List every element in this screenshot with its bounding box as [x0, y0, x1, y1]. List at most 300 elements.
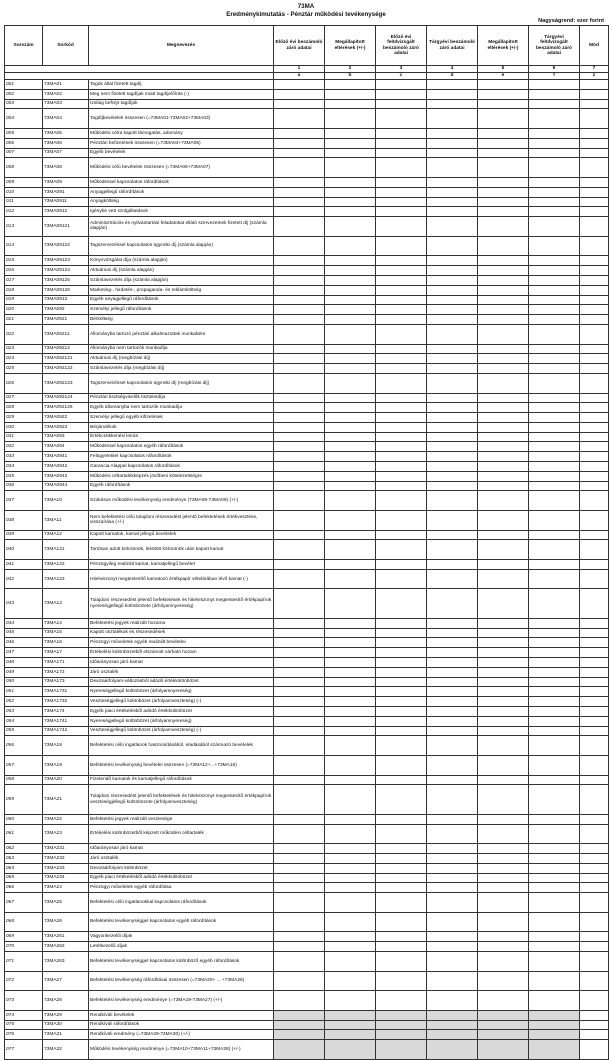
value-cell[interactable]	[325, 354, 376, 364]
value-cell[interactable]	[478, 236, 529, 256]
value-cell[interactable]	[274, 893, 325, 913]
value-cell[interactable]	[529, 638, 580, 648]
value-cell[interactable]	[529, 197, 580, 207]
value-cell[interactable]	[529, 422, 580, 432]
value-cell[interactable]	[478, 932, 529, 942]
value-cell[interactable]	[325, 775, 376, 785]
value-cell[interactable]	[529, 315, 580, 325]
value-cell[interactable]	[274, 158, 325, 178]
value-cell[interactable]	[580, 589, 609, 618]
value-cell[interactable]	[529, 932, 580, 942]
value-cell[interactable]	[274, 775, 325, 785]
value-cell[interactable]	[274, 197, 325, 207]
value-cell[interactable]	[478, 305, 529, 315]
value-cell[interactable]	[274, 687, 325, 697]
value-cell[interactable]	[427, 697, 478, 707]
value-cell[interactable]	[529, 687, 580, 697]
value-cell[interactable]	[529, 893, 580, 913]
value-cell[interactable]	[325, 560, 376, 570]
value-cell[interactable]	[529, 648, 580, 658]
value-cell[interactable]	[478, 207, 529, 217]
value-cell[interactable]	[580, 138, 609, 148]
value-cell[interactable]	[580, 697, 609, 707]
value-cell[interactable]	[427, 403, 478, 413]
value-cell[interactable]	[529, 471, 580, 481]
value-cell[interactable]	[274, 755, 325, 775]
value-cell[interactable]	[376, 1010, 427, 1020]
value-cell[interactable]	[274, 364, 325, 374]
value-cell[interactable]	[376, 295, 427, 305]
value-cell[interactable]	[580, 128, 609, 138]
value-cell[interactable]	[580, 716, 609, 726]
value-cell[interactable]	[376, 197, 427, 207]
value-cell[interactable]	[325, 462, 376, 472]
value-cell[interactable]	[478, 638, 529, 648]
value-cell[interactable]	[274, 373, 325, 393]
value-cell[interactable]	[478, 560, 529, 570]
value-cell[interactable]	[478, 295, 529, 305]
value-cell[interactable]	[376, 413, 427, 423]
value-cell[interactable]	[478, 403, 529, 413]
value-cell[interactable]	[325, 814, 376, 824]
value-cell[interactable]	[376, 324, 427, 344]
value-cell[interactable]	[529, 560, 580, 570]
value-cell[interactable]	[427, 315, 478, 325]
value-cell[interactable]	[529, 373, 580, 393]
value-cell[interactable]	[427, 413, 478, 423]
value-cell[interactable]	[325, 1010, 376, 1020]
value-cell[interactable]	[478, 530, 529, 540]
value-cell[interactable]	[580, 893, 609, 913]
value-cell[interactable]	[376, 687, 427, 697]
value-cell[interactable]	[529, 569, 580, 589]
value-cell[interactable]	[274, 628, 325, 638]
value-cell[interactable]	[427, 187, 478, 197]
value-cell[interactable]	[529, 667, 580, 677]
value-cell[interactable]	[427, 1010, 478, 1020]
value-cell[interactable]	[478, 677, 529, 687]
value-cell[interactable]	[478, 951, 529, 971]
value-cell[interactable]	[478, 462, 529, 472]
value-cell[interactable]	[478, 716, 529, 726]
value-cell[interactable]	[580, 177, 609, 187]
value-cell[interactable]	[427, 726, 478, 736]
value-cell[interactable]	[478, 148, 529, 158]
value-cell[interactable]	[376, 589, 427, 618]
value-cell[interactable]	[274, 275, 325, 285]
value-cell[interactable]	[580, 569, 609, 589]
value-cell[interactable]	[274, 393, 325, 403]
value-cell[interactable]	[478, 883, 529, 893]
value-cell[interactable]	[478, 736, 529, 756]
value-cell[interactable]	[376, 148, 427, 158]
value-cell[interactable]	[478, 540, 529, 560]
value-cell[interactable]	[376, 315, 427, 325]
value-cell[interactable]	[580, 462, 609, 472]
value-cell[interactable]	[274, 1010, 325, 1020]
value-cell[interactable]	[478, 971, 529, 991]
value-cell[interactable]	[427, 844, 478, 854]
value-cell[interactable]	[529, 138, 580, 148]
value-cell[interactable]	[529, 785, 580, 814]
value-cell[interactable]	[325, 667, 376, 677]
value-cell[interactable]	[529, 187, 580, 197]
value-cell[interactable]	[529, 177, 580, 187]
value-cell[interactable]	[376, 540, 427, 560]
value-cell[interactable]	[274, 569, 325, 589]
value-cell[interactable]	[529, 844, 580, 854]
value-cell[interactable]	[325, 677, 376, 687]
value-cell[interactable]	[325, 971, 376, 991]
value-cell[interactable]	[580, 285, 609, 295]
value-cell[interactable]	[529, 716, 580, 726]
value-cell[interactable]	[427, 942, 478, 952]
value-cell[interactable]	[376, 726, 427, 736]
value-cell[interactable]	[274, 109, 325, 129]
value-cell[interactable]	[580, 853, 609, 863]
value-cell[interactable]	[427, 932, 478, 942]
value-cell[interactable]	[325, 422, 376, 432]
value-cell[interactable]	[478, 177, 529, 187]
value-cell[interactable]	[274, 785, 325, 814]
value-cell[interactable]	[580, 217, 609, 237]
value-cell[interactable]	[580, 942, 609, 952]
value-cell[interactable]	[325, 177, 376, 187]
value-cell[interactable]	[274, 217, 325, 237]
value-cell[interactable]	[325, 716, 376, 726]
value-cell[interactable]	[325, 305, 376, 315]
value-cell[interactable]	[376, 530, 427, 540]
value-cell[interactable]	[478, 726, 529, 736]
value-cell[interactable]	[376, 256, 427, 266]
value-cell[interactable]	[478, 285, 529, 295]
value-cell[interactable]	[325, 991, 376, 1011]
value-cell[interactable]	[427, 138, 478, 148]
value-cell[interactable]	[478, 315, 529, 325]
value-cell[interactable]	[376, 667, 427, 677]
value-cell[interactable]	[325, 89, 376, 99]
value-cell[interactable]	[478, 89, 529, 99]
value-cell[interactable]	[478, 187, 529, 197]
value-cell[interactable]	[325, 912, 376, 932]
value-cell[interactable]	[325, 569, 376, 589]
value-cell[interactable]	[478, 99, 529, 109]
value-cell[interactable]	[529, 873, 580, 883]
value-cell[interactable]	[376, 844, 427, 854]
value-cell[interactable]	[529, 275, 580, 285]
value-cell[interactable]	[580, 275, 609, 285]
value-cell[interactable]	[478, 422, 529, 432]
value-cell[interactable]	[325, 853, 376, 863]
value-cell[interactable]	[427, 716, 478, 726]
value-cell[interactable]	[325, 442, 376, 452]
value-cell[interactable]	[580, 422, 609, 432]
value-cell[interactable]	[529, 658, 580, 668]
value-cell[interactable]	[529, 697, 580, 707]
value-cell[interactable]	[274, 932, 325, 942]
value-cell[interactable]	[580, 755, 609, 775]
value-cell[interactable]	[274, 491, 325, 511]
value-cell[interactable]	[274, 295, 325, 305]
value-cell[interactable]	[529, 883, 580, 893]
value-cell[interactable]	[478, 432, 529, 442]
value-cell[interactable]	[478, 658, 529, 668]
value-cell[interactable]	[427, 128, 478, 138]
value-cell[interactable]	[274, 138, 325, 148]
value-cell[interactable]	[529, 942, 580, 952]
value-cell[interactable]	[274, 422, 325, 432]
value-cell[interactable]	[274, 853, 325, 863]
value-cell[interactable]	[580, 109, 609, 129]
value-cell[interactable]	[427, 736, 478, 756]
value-cell[interactable]	[376, 462, 427, 472]
value-cell[interactable]	[427, 1040, 478, 1060]
value-cell[interactable]	[529, 814, 580, 824]
value-cell[interactable]	[529, 295, 580, 305]
value-cell[interactable]	[427, 883, 478, 893]
value-cell[interactable]	[325, 256, 376, 266]
value-cell[interactable]	[529, 285, 580, 295]
value-cell[interactable]	[529, 89, 580, 99]
value-cell[interactable]	[274, 873, 325, 883]
value-cell[interactable]	[325, 883, 376, 893]
value-cell[interactable]	[376, 697, 427, 707]
value-cell[interactable]	[427, 295, 478, 305]
value-cell[interactable]	[274, 951, 325, 971]
value-cell[interactable]	[274, 697, 325, 707]
value-cell[interactable]	[427, 207, 478, 217]
value-cell[interactable]	[325, 1040, 376, 1060]
value-cell[interactable]	[580, 197, 609, 207]
value-cell[interactable]	[376, 883, 427, 893]
value-cell[interactable]	[325, 932, 376, 942]
value-cell[interactable]	[325, 99, 376, 109]
value-cell[interactable]	[274, 824, 325, 844]
value-cell[interactable]	[274, 442, 325, 452]
value-cell[interactable]	[274, 256, 325, 266]
value-cell[interactable]	[274, 726, 325, 736]
value-cell[interactable]	[274, 187, 325, 197]
value-cell[interactable]	[529, 530, 580, 540]
value-cell[interactable]	[376, 912, 427, 932]
value-cell[interactable]	[427, 511, 478, 531]
value-cell[interactable]	[427, 912, 478, 932]
value-cell[interactable]	[478, 266, 529, 276]
value-cell[interactable]	[376, 422, 427, 432]
value-cell[interactable]	[325, 295, 376, 305]
value-cell[interactable]	[325, 109, 376, 129]
value-cell[interactable]	[478, 873, 529, 883]
value-cell[interactable]	[274, 315, 325, 325]
value-cell[interactable]	[325, 589, 376, 618]
value-cell[interactable]	[274, 648, 325, 658]
value-cell[interactable]	[580, 951, 609, 971]
value-cell[interactable]	[529, 432, 580, 442]
value-cell[interactable]	[427, 1020, 478, 1030]
value-cell[interactable]	[529, 707, 580, 717]
value-cell[interactable]	[274, 844, 325, 854]
value-cell[interactable]	[376, 932, 427, 942]
value-cell[interactable]	[478, 569, 529, 589]
value-cell[interactable]	[376, 1020, 427, 1030]
value-cell[interactable]	[529, 305, 580, 315]
value-cell[interactable]	[580, 471, 609, 481]
value-cell[interactable]	[529, 1030, 580, 1040]
value-cell[interactable]	[274, 432, 325, 442]
value-cell[interactable]	[529, 256, 580, 266]
value-cell[interactable]	[325, 324, 376, 344]
value-cell[interactable]	[427, 217, 478, 237]
value-cell[interactable]	[274, 658, 325, 668]
value-cell[interactable]	[376, 177, 427, 187]
value-cell[interactable]	[274, 236, 325, 256]
value-cell[interactable]	[274, 305, 325, 315]
value-cell[interactable]	[529, 755, 580, 775]
value-cell[interactable]	[478, 256, 529, 266]
value-cell[interactable]	[478, 1040, 529, 1060]
value-cell[interactable]	[529, 589, 580, 618]
value-cell[interactable]	[274, 285, 325, 295]
value-cell[interactable]	[529, 80, 580, 90]
value-cell[interactable]	[325, 432, 376, 442]
value-cell[interactable]	[376, 658, 427, 668]
value-cell[interactable]	[529, 442, 580, 452]
value-cell[interactable]	[580, 775, 609, 785]
value-cell[interactable]	[376, 991, 427, 1011]
value-cell[interactable]	[325, 726, 376, 736]
value-cell[interactable]	[478, 1010, 529, 1020]
value-cell[interactable]	[478, 589, 529, 618]
value-cell[interactable]	[376, 442, 427, 452]
value-cell[interactable]	[427, 893, 478, 913]
value-cell[interactable]	[427, 491, 478, 511]
value-cell[interactable]	[478, 217, 529, 237]
value-cell[interactable]	[478, 991, 529, 1011]
value-cell[interactable]	[580, 324, 609, 344]
value-cell[interactable]	[580, 256, 609, 266]
value-cell[interactable]	[427, 236, 478, 256]
value-cell[interactable]	[580, 912, 609, 932]
value-cell[interactable]	[427, 266, 478, 276]
value-cell[interactable]	[427, 707, 478, 717]
value-cell[interactable]	[376, 971, 427, 991]
value-cell[interactable]	[529, 217, 580, 237]
value-cell[interactable]	[529, 628, 580, 638]
value-cell[interactable]	[529, 364, 580, 374]
value-cell[interactable]	[580, 736, 609, 756]
value-cell[interactable]	[376, 707, 427, 717]
value-cell[interactable]	[325, 217, 376, 237]
value-cell[interactable]	[274, 589, 325, 618]
value-cell[interactable]	[376, 1040, 427, 1060]
value-cell[interactable]	[274, 207, 325, 217]
value-cell[interactable]	[478, 628, 529, 638]
value-cell[interactable]	[478, 393, 529, 403]
value-cell[interactable]	[325, 491, 376, 511]
value-cell[interactable]	[376, 755, 427, 775]
value-cell[interactable]	[529, 971, 580, 991]
value-cell[interactable]	[376, 236, 427, 256]
value-cell[interactable]	[274, 403, 325, 413]
value-cell[interactable]	[529, 824, 580, 844]
value-cell[interactable]	[427, 305, 478, 315]
value-cell[interactable]	[427, 667, 478, 677]
value-cell[interactable]	[325, 648, 376, 658]
value-cell[interactable]	[529, 236, 580, 256]
value-cell[interactable]	[580, 158, 609, 178]
value-cell[interactable]	[376, 814, 427, 824]
value-cell[interactable]	[529, 354, 580, 364]
value-cell[interactable]	[478, 707, 529, 717]
value-cell[interactable]	[427, 393, 478, 403]
value-cell[interactable]	[376, 158, 427, 178]
value-cell[interactable]	[580, 393, 609, 403]
value-cell[interactable]	[478, 364, 529, 374]
value-cell[interactable]	[478, 275, 529, 285]
value-cell[interactable]	[580, 403, 609, 413]
value-cell[interactable]	[478, 893, 529, 913]
value-cell[interactable]	[580, 1040, 609, 1060]
value-cell[interactable]	[478, 942, 529, 952]
value-cell[interactable]	[427, 824, 478, 844]
value-cell[interactable]	[529, 1010, 580, 1020]
value-cell[interactable]	[274, 863, 325, 873]
value-cell[interactable]	[427, 560, 478, 570]
value-cell[interactable]	[580, 364, 609, 374]
value-cell[interactable]	[529, 481, 580, 491]
value-cell[interactable]	[325, 1030, 376, 1040]
value-cell[interactable]	[427, 373, 478, 393]
value-cell[interactable]	[325, 413, 376, 423]
value-cell[interactable]	[529, 324, 580, 344]
value-cell[interactable]	[325, 393, 376, 403]
value-cell[interactable]	[376, 344, 427, 354]
value-cell[interactable]	[478, 853, 529, 863]
value-cell[interactable]	[427, 785, 478, 814]
value-cell[interactable]	[478, 687, 529, 697]
value-cell[interactable]	[376, 824, 427, 844]
value-cell[interactable]	[580, 648, 609, 658]
value-cell[interactable]	[478, 158, 529, 178]
value-cell[interactable]	[580, 344, 609, 354]
value-cell[interactable]	[529, 452, 580, 462]
value-cell[interactable]	[427, 158, 478, 178]
value-cell[interactable]	[529, 148, 580, 158]
value-cell[interactable]	[427, 775, 478, 785]
value-cell[interactable]	[478, 844, 529, 854]
value-cell[interactable]	[478, 814, 529, 824]
value-cell[interactable]	[325, 285, 376, 295]
value-cell[interactable]	[580, 481, 609, 491]
value-cell[interactable]	[274, 560, 325, 570]
value-cell[interactable]	[376, 893, 427, 913]
value-cell[interactable]	[376, 638, 427, 648]
value-cell[interactable]	[376, 716, 427, 726]
value-cell[interactable]	[580, 824, 609, 844]
value-cell[interactable]	[325, 628, 376, 638]
value-cell[interactable]	[376, 109, 427, 129]
value-cell[interactable]	[580, 207, 609, 217]
value-cell[interactable]	[580, 442, 609, 452]
value-cell[interactable]	[376, 775, 427, 785]
value-cell[interactable]	[427, 148, 478, 158]
value-cell[interactable]	[580, 1020, 609, 1030]
value-cell[interactable]	[529, 462, 580, 472]
value-cell[interactable]	[274, 942, 325, 952]
value-cell[interactable]	[274, 971, 325, 991]
value-cell[interactable]	[427, 109, 478, 129]
value-cell[interactable]	[376, 736, 427, 756]
